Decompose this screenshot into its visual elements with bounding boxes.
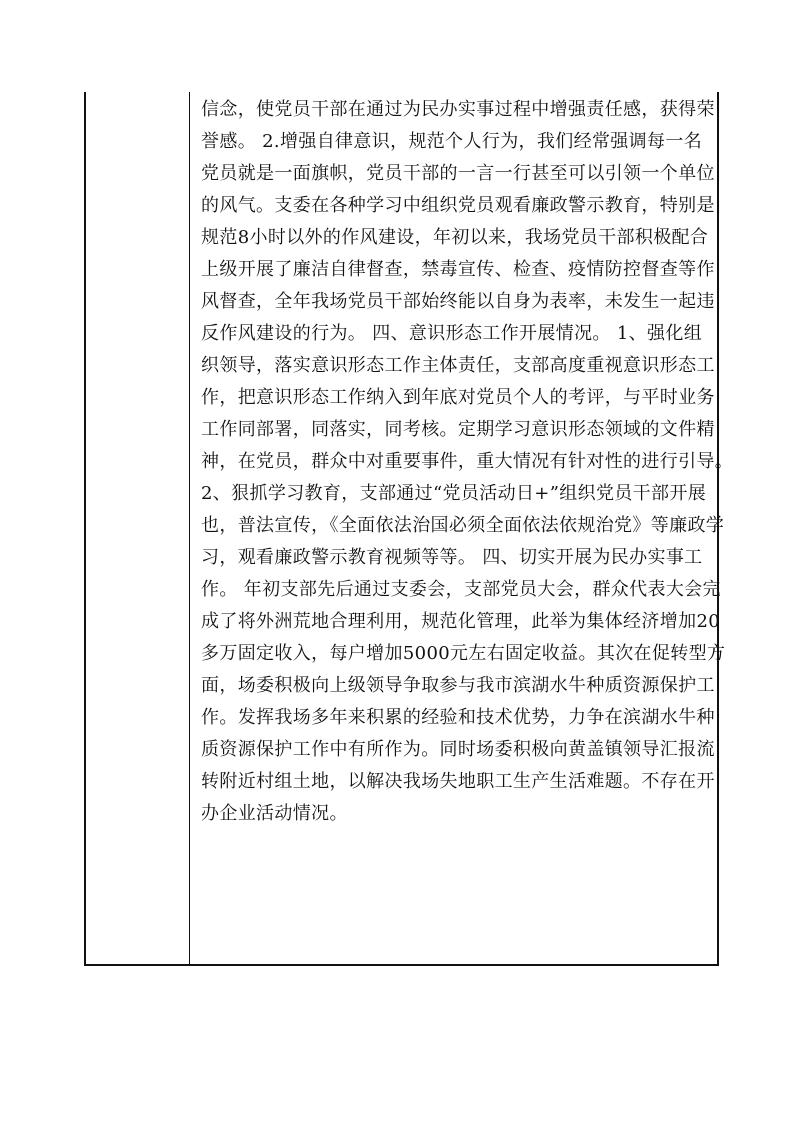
text-line: 作。 年初支部先后通过支委会，支部党员大会，群众代表大会完	[201, 579, 721, 600]
table-label-cell	[86, 92, 189, 964]
text-line: 上级开展了廉洁自律督查，禁毒宣传、检查、疫情防控督查等作	[201, 259, 715, 280]
table-content-cell	[190, 92, 734, 964]
text-line: 作。发挥我场多年来积累的经验和技术优势，力争在滨湖水牛种	[201, 707, 715, 728]
text-line: 织领导，落实意识形态工作主体责任，支部高度重视意识形态工	[201, 355, 715, 376]
text-line: 誉感。 2.增强自律意识，规范个人行为，我们经常强调每一名	[201, 131, 703, 152]
text-line: 面，场委积极向上级领导争取参与我市滨湖水牛种质资源保护工	[201, 675, 715, 696]
text-line: 工作同部署，同落实，同考核。定期学习意识形态领域的文件精	[201, 419, 715, 440]
text-line: 作，把意识形态工作纳入到年底对党员个人的考评，与平时业务	[201, 387, 715, 408]
text-line: 风督查，全年我场党员干部始终能以自身为表率，未发生一起违	[201, 291, 715, 312]
text-line: 反作风建设的行为。 四、意识形态工作开展情况。 1、强化组	[201, 323, 703, 344]
text-line: 多万固定收入，每户增加5000元左右固定收益。其次在促转型方	[201, 643, 726, 664]
text-line: 的风气。支委在各种学习中组织党员观看廉政警示教育，特别是	[201, 195, 715, 216]
text-line: 神，在党员，群众中对重要事件，重大情况有针对性的进行引导。	[201, 451, 734, 472]
text-line: 质资源保护工作中有所作为。同时场委积极向黄盖镇领导汇报流	[201, 739, 715, 760]
text-line: 信念，使党员干部在通过为民办实事过程中增强责任感，获得荣	[201, 99, 715, 120]
text-line: 党员就是一面旗帜，党员干部的一言一行甚至可以引领一个单位	[201, 163, 715, 184]
text-line: 转附近村组土地，以解决我场失地职工生产生活难题。不存在开	[201, 771, 715, 792]
text-line: 也，普法宣传，《全面依法治国必须全面依法依规治党》等廉政学	[201, 515, 725, 536]
text-line: 规范8小时以外的作风建设，年初以来，我场党员干部积极配合	[201, 227, 709, 248]
text-line: 2、狠抓学习教育，支部通过“党员活动日+”组织党员干部开展	[201, 483, 707, 504]
body-paragraph	[201, 94, 734, 830]
text-line: 习，观看廉政警示教育视频等等。 四、切实开展为民办实事工	[201, 547, 703, 568]
text-line: 办企业活动情况。	[201, 803, 348, 824]
text-line: 成了将外洲荒地合理利用，规范化管理，此举为集体经济增加20	[201, 611, 721, 632]
content-table	[84, 92, 734, 966]
